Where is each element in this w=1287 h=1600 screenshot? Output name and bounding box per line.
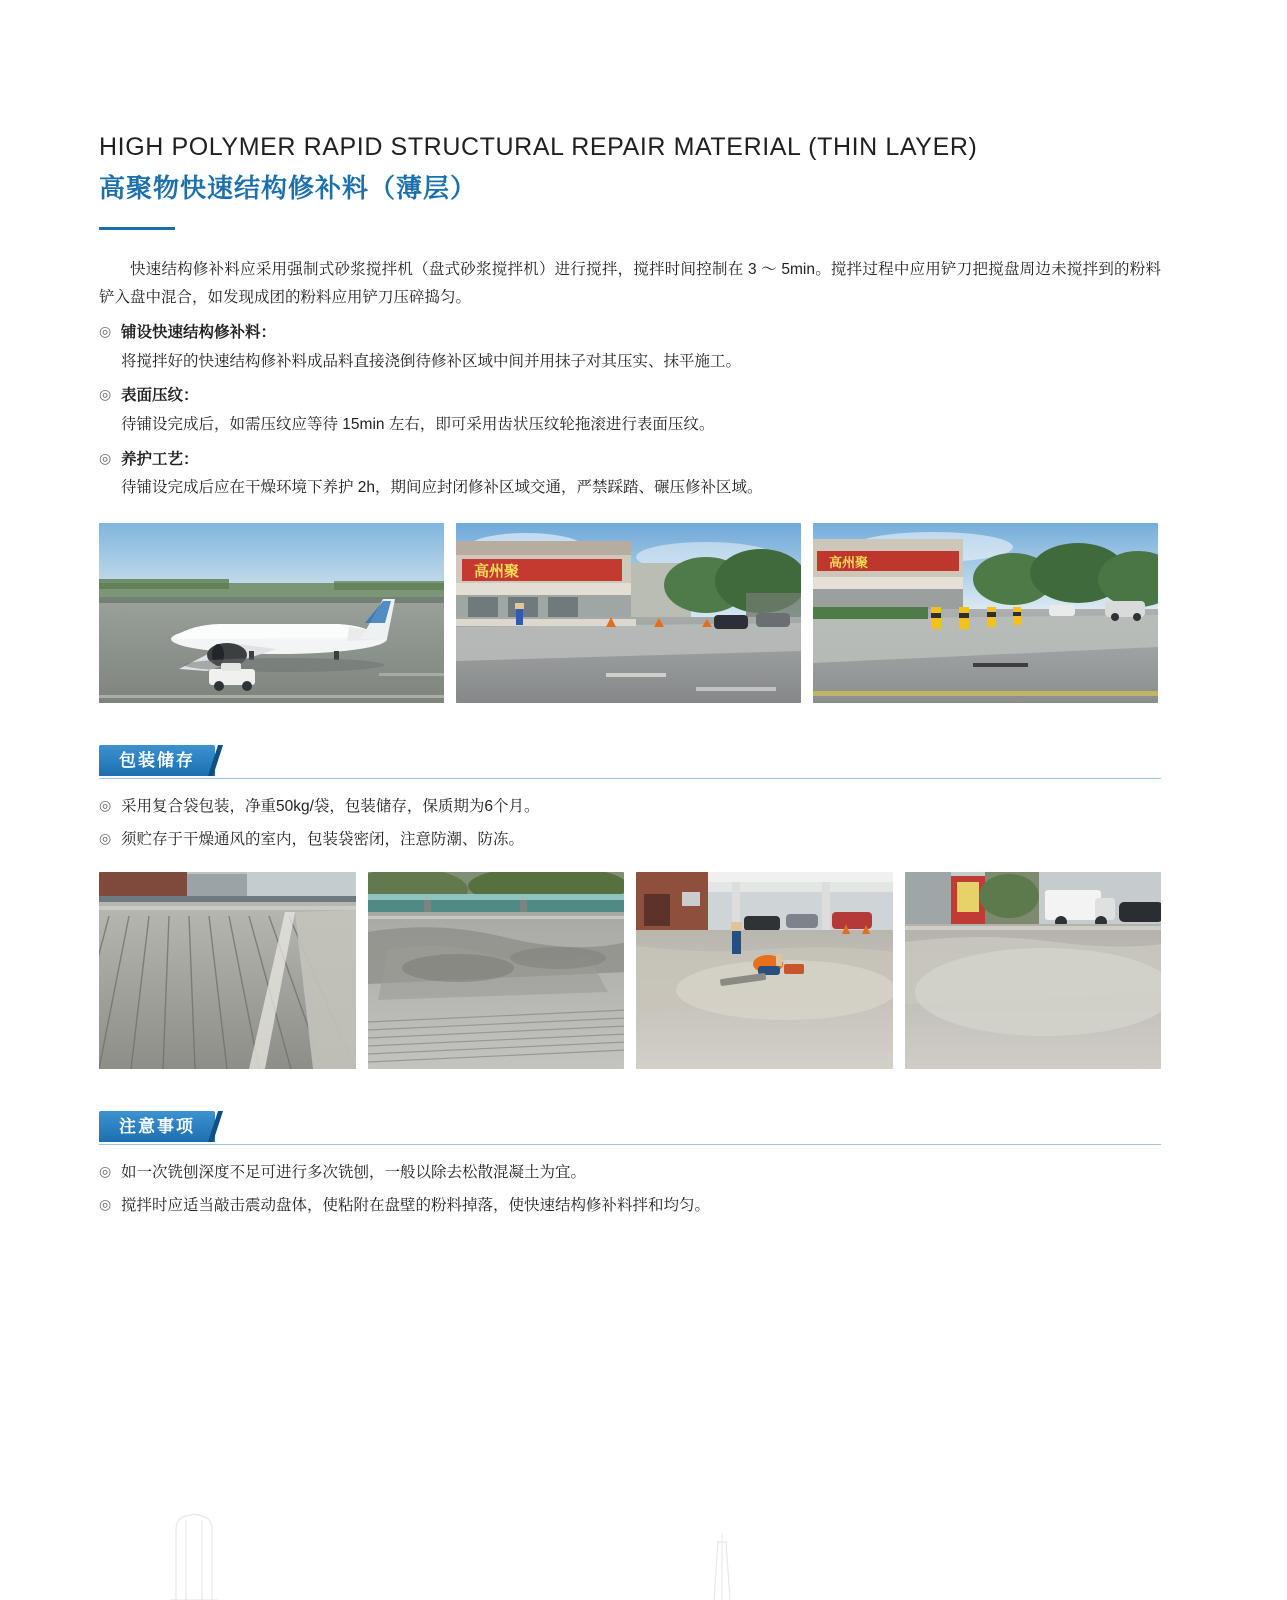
step-item-3 — [99, 446, 1161, 475]
bullet-icon: ◎ — [99, 449, 112, 466]
gas-station-repair-image — [636, 872, 893, 1069]
grooved-concrete-pavement-image — [99, 872, 356, 1069]
step-item-2 — [99, 382, 1161, 411]
step-item-1 — [99, 319, 1161, 348]
bullet-icon: ◎ — [99, 322, 112, 339]
intro-paragraph: 快速结构修补料应采用强制式砂浆搅拌机（盘式砂浆搅拌机）进行搅拌，搅拌时间控制在 3 ～ 5min。搅拌过程中应用铲刀把搅盘周边未搅拌到的粉料铲入盘中混合，如发现成团的粉料应用铲刀压碎捣匀。 — [99, 260, 1161, 307]
photo-grooved-concrete-pavement — [99, 872, 356, 1069]
photo-damaged-pavement-guardrail — [368, 872, 625, 1069]
gallery-top — [99, 523, 1161, 703]
photo-gas-station-repair — [636, 872, 893, 1069]
svg-text:高州聚: 高州聚 — [829, 554, 869, 570]
section-header-precautions — [99, 1111, 1161, 1145]
photo-street-traffic-cones — [813, 523, 1158, 703]
page-title-chinese: 高聚物快速结构修补料（薄层） — [99, 173, 478, 203]
finished-smooth-pavement-image — [905, 872, 1162, 1069]
gallery-bottom — [99, 872, 1161, 1069]
damaged-pavement-guardrail-image — [368, 872, 625, 1069]
bullet-icon: ◎ — [99, 1195, 112, 1212]
list-item-text: 采用复合袋包装，净重50kg/袋，包装储存，保质期为6个月。 — [121, 797, 540, 815]
section-precautions — [99, 1111, 1161, 1220]
step-heading: 表面压纹： — [121, 387, 199, 405]
airport-apron-airplane-image — [99, 523, 444, 703]
section-packaging-storage — [99, 745, 1161, 854]
section-title-precautions: 注意事项 — [99, 1111, 215, 1142]
step-text-2: 待铺设完成后，如需压纹应等待 15min 左右，即可采用齿状压纹轮拖滚进行表面压纹。 — [121, 415, 715, 433]
list-item — [99, 1192, 1161, 1221]
bullet-icon: ◎ — [99, 386, 112, 403]
list-item — [99, 826, 1161, 855]
list-item-text: 如一次铣刨深度不足可进行多次铣刨，一般以除去松散混凝土为宜。 — [121, 1164, 587, 1182]
section-body-precautions — [99, 1159, 1161, 1220]
photo-airport-apron-airplane — [99, 523, 444, 703]
list-item — [99, 1159, 1161, 1188]
photo-finished-smooth-pavement — [905, 872, 1162, 1069]
page-content — [99, 132, 1161, 1225]
list-item-text: 搅拌时应适当敲击震动盘体，使粘附在盘壁的粉料掉落，使快速结构修补料拌和均匀。 — [121, 1196, 711, 1214]
section-underline-light — [99, 778, 1161, 779]
section-header-packaging-storage — [99, 745, 1161, 779]
bullet-icon: ◎ — [99, 796, 112, 813]
section-title-packaging-storage: 包装储存 — [99, 745, 215, 776]
town-street-shops-image — [456, 523, 801, 703]
step-heading: 铺设快速结构修补料： — [121, 323, 277, 341]
page-title-english: HIGH POLYMER RAPID STRUCTURAL REPAIR MATERIAL (THIN LAYER) — [99, 133, 978, 161]
step-text-1: 将搅拌好的快速结构修补料成品料直接浇倒待修补区域中间并用抹子对其压实、抹平施工。 — [121, 352, 742, 370]
section-underline-light — [99, 1144, 1161, 1145]
step-heading: 养护工艺： — [121, 450, 199, 468]
bullet-icon: ◎ — [99, 829, 112, 846]
section-body-packaging-storage — [99, 793, 1161, 854]
list-item — [99, 793, 1161, 822]
bullet-icon: ◎ — [99, 1163, 112, 1180]
street-traffic-cones-image — [813, 523, 1158, 703]
list-item-text: 须贮存于干燥通风的室内，包装袋密闭，注意防潮、防冻。 — [121, 830, 525, 848]
step-text-3: 待铺设完成后应在干燥环境下养护 2h，期间应封闭修补区域交通，严禁踩踏、碾压修补区域。 — [121, 479, 763, 497]
footer-watermark — [0, 1490, 1287, 1600]
photo-town-street-shops — [456, 523, 801, 703]
svg-text:高州聚: 高州聚 — [474, 562, 520, 580]
